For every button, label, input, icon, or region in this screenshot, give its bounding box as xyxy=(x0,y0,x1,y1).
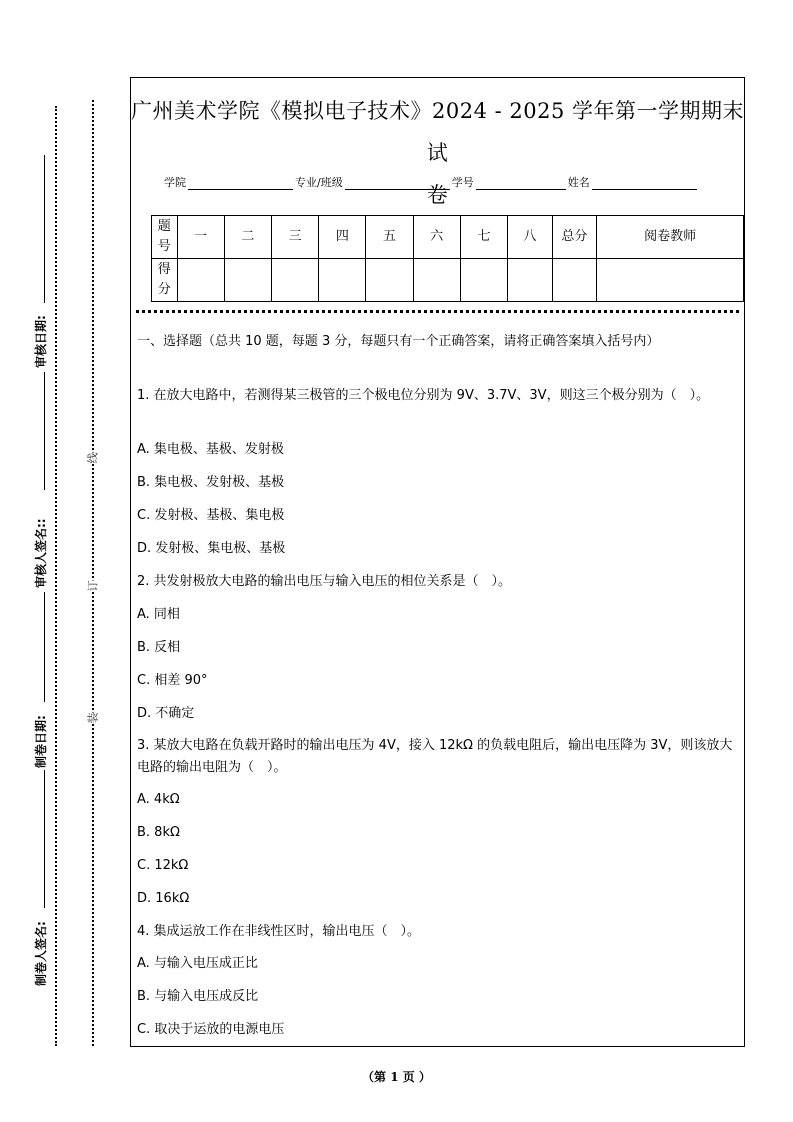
name-field[interactable] xyxy=(592,177,697,190)
column-header: 四 xyxy=(319,216,366,259)
page-number: （第 1 页 ） xyxy=(362,1070,431,1084)
row-header-score: 得分 xyxy=(152,259,178,302)
column-header: 二 xyxy=(224,216,271,259)
score-table xyxy=(151,215,744,302)
score-table-score-row xyxy=(152,259,744,302)
binding-char-xian: 线 xyxy=(86,452,100,464)
q2-option-a: A. 同相 xyxy=(137,607,180,622)
score-cell[interactable] xyxy=(413,259,460,302)
college-field[interactable] xyxy=(188,177,293,190)
reviewer-sign-label: 审核人签名:: xyxy=(34,518,48,588)
row-header-question-no: 题号 xyxy=(152,216,178,259)
question-4-stem: 4. 集成运放工作在非线性区时，输出电压（ ）。 xyxy=(137,924,421,939)
column-header: 一 xyxy=(177,216,224,259)
name-label: 姓名 xyxy=(567,176,590,189)
column-header: 七 xyxy=(460,216,507,259)
student-info-row xyxy=(164,174,699,190)
signature-line xyxy=(44,372,45,490)
question-2-stem: 2. 共发射极放大电路的输出电压与输入电压的相位关系是（ ）。 xyxy=(137,574,512,589)
q2-option-c: C. 相差 90° xyxy=(137,673,208,688)
score-cell[interactable] xyxy=(177,259,224,302)
make-date-label: 制卷日期: xyxy=(34,715,48,768)
score-cell[interactable] xyxy=(552,259,597,302)
column-header: 八 xyxy=(508,216,553,259)
column-header: 五 xyxy=(366,216,413,259)
q2-option-b: B. 反相 xyxy=(137,640,181,655)
signature-line xyxy=(44,770,45,908)
score-cell[interactable] xyxy=(597,259,744,302)
q3-option-b: B. 8kΩ xyxy=(137,825,180,840)
q4-option-a: A. 与输入电压成正比 xyxy=(137,956,258,971)
dotted-separator xyxy=(136,310,739,313)
title-line-2: 卷 xyxy=(426,183,449,207)
score-table-header-row xyxy=(152,216,744,259)
q4-option-b: B. 与输入电压成反比 xyxy=(137,989,259,1004)
score-cell[interactable] xyxy=(224,259,271,302)
column-header: 六 xyxy=(413,216,460,259)
student-id-field[interactable] xyxy=(476,177,566,190)
q4-option-c: C. 取决于运放的电源电压 xyxy=(137,1022,285,1037)
title-line-1: 广州美术学院《模拟电子技术》2024 - 2025 学年第一学期期末试 xyxy=(131,99,745,165)
maker-sign-label: 制卷人签名: xyxy=(34,921,48,986)
review-date-label: 审核日期: xyxy=(34,315,48,368)
signature-line xyxy=(44,592,45,702)
signature-line xyxy=(44,155,45,303)
exam-title xyxy=(131,90,744,216)
q3-option-d: D. 16kΩ xyxy=(137,891,190,906)
q1-option-d: D. 发射极、集电极、基极 xyxy=(137,541,286,556)
q1-option-b: B. 集电极、发射极、基极 xyxy=(137,475,285,490)
q1-option-a: A. 集电极、基极、发射极 xyxy=(137,442,284,457)
section-heading: 一、选择题（总共 10 题，每题 3 分，每题只有一个正确答案，请将正确答案填入括号内） xyxy=(137,334,660,349)
major-class-field[interactable] xyxy=(345,177,450,190)
student-id-label: 学号 xyxy=(451,176,474,189)
major-class-label: 专业/班级 xyxy=(295,176,343,189)
binding-char-ding: 订 xyxy=(86,580,100,592)
q2-option-d: D. 不确定 xyxy=(137,706,195,721)
exam-page-frame xyxy=(130,77,745,1047)
question-1-stem: 1. 在放大电路中，若测得某三极管的三个极电位分别为 9V、3.7V、3V，则这三个极分别为（ ）。 xyxy=(137,388,710,403)
column-header: 总分 xyxy=(552,216,597,259)
q1-option-c: C. 发射极、基极、集电极 xyxy=(137,508,285,523)
dotted-cut-line xyxy=(55,106,57,1046)
college-label: 学院 xyxy=(164,176,186,189)
dotted-binding-line xyxy=(92,100,94,1046)
score-cell[interactable] xyxy=(508,259,553,302)
column-header: 阅卷教师 xyxy=(597,216,744,259)
score-cell[interactable] xyxy=(366,259,413,302)
score-cell[interactable] xyxy=(319,259,366,302)
binding-char-zhuang: 装 xyxy=(86,712,100,724)
score-cell[interactable] xyxy=(460,259,507,302)
score-cell[interactable] xyxy=(272,259,319,302)
column-header: 三 xyxy=(272,216,319,259)
q3-option-c: C. 12kΩ xyxy=(137,858,189,873)
q3-option-a: A. 4kΩ xyxy=(137,792,180,807)
question-3-stem: 3. 某放大电路在负载开路时的输出电压为 4V，接入 12kΩ 的负载电阻后，输出电压降为 3V，则该放大电路的输出电阻为（ ）。 xyxy=(137,738,733,775)
